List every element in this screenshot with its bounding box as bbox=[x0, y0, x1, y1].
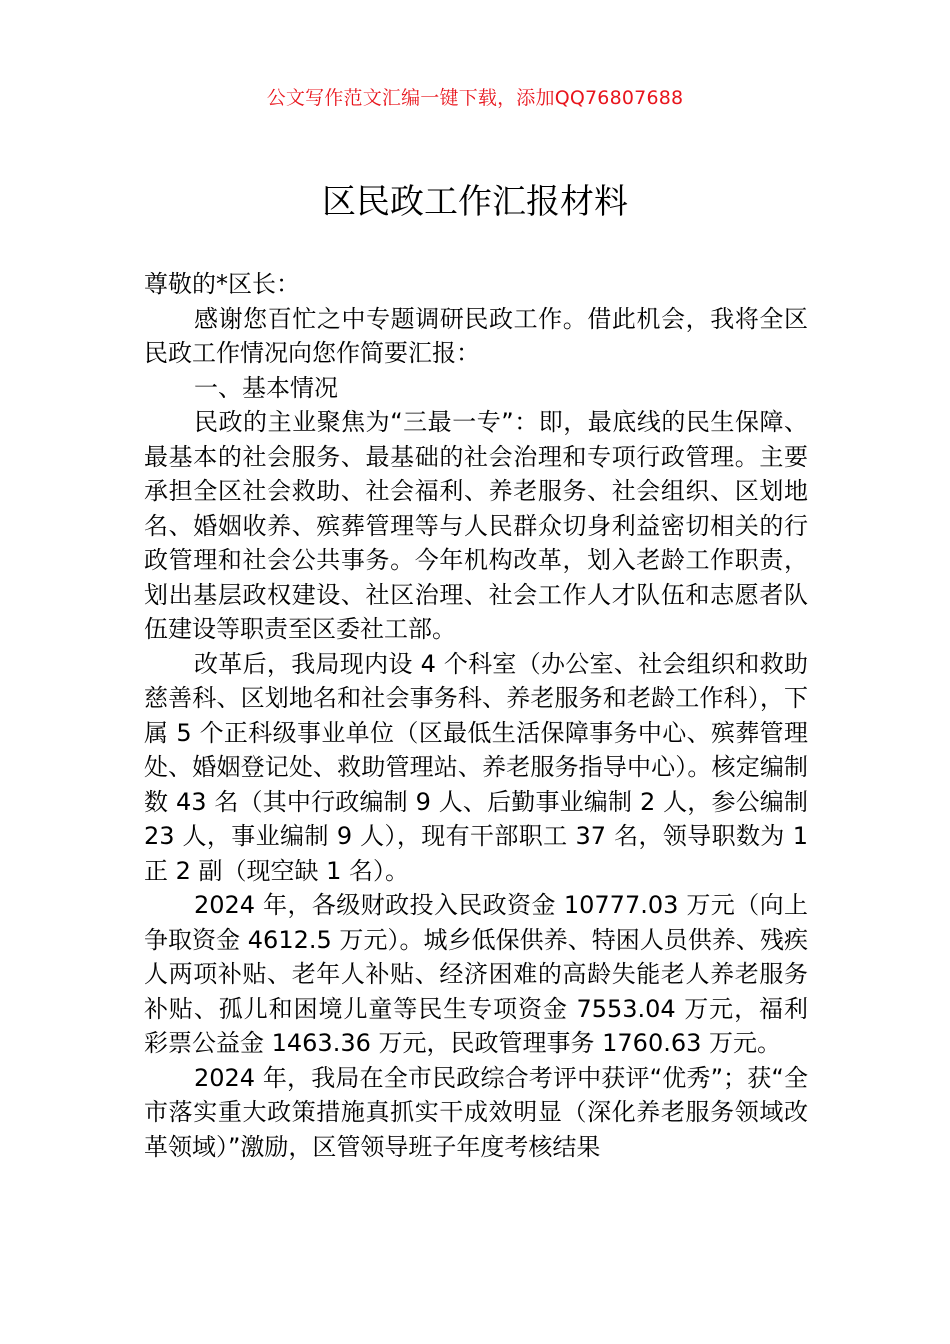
document-body bbox=[144, 267, 808, 1164]
paragraph-achievements: 2024 年，我局在全市民政综合考评中获评“优秀”；获“全市落实重大政策措施真抓实干成效明显（深化养老服务领域改革领域）”激励，区管领导班子年度考核结果 bbox=[144, 1063, 808, 1161]
paragraph-organization: 改革后，我局现内设 4 个科室（办公室、社会组织和救助慈善科、区划地名和社会事务科、养老服务和老龄工作科），下属 5 个正科级事业单位（区最低生活保障事务中心、殡葬管理处、婚姻登记处、救助管理站、养老服务指导中心）。核定编制数 43 名（其中行政编制 9 人、后勤事业编制 2 人，参公编制 23 人，事业编制 9 人），现有干部职工 37 名，领导职数为 1 正 2 副（现空缺 1 名）。 bbox=[144, 649, 808, 885]
paragraph-funding: 2024 年，各级财政投入民政资金 10777.03 万元（向上争取资金 4612.5 万元）。城乡低保供养、特困人员供养、残疾人两项补贴、老年人补贴、经济困难的高龄失能老人养老服务补贴、孤儿和困境儿童等民生专项资金 7553.04 万元，福利彩票公益金 1463.36 万元，民政管理事务 1760.63 万元。 bbox=[144, 891, 808, 1057]
paragraph-main-duties: 民政的主业聚焦为“三最一专”：即，最底线的民生保障、最基本的社会服务、最基础的社会治理和专项行政管理。主要承担全区社会救助、社会福利、养老服务、社会组织、区划地名、婚姻收养、殡葬管理等与人民群众切身利益密切相关的行政管理和社会公共事务。今年机构改革，划入老龄工作职责，划出基层政权建设、社区治理、社会工作人才队伍和志愿者队伍建设等职责至区委社工部。 bbox=[144, 408, 808, 643]
paragraph-intro: 感谢您百忙之中专题调研民政工作。借此机会，我将全区民政工作情况向您作简要汇报： bbox=[144, 304, 808, 367]
header-note: 公文写作范文汇编一键下载，添加QQ76807688 bbox=[266, 87, 684, 109]
section-heading-basic-situation: 一、基本情况 bbox=[194, 373, 338, 402]
document-title: 区民政工作汇报材料 bbox=[322, 182, 628, 222]
salutation: 尊敬的*区长： bbox=[144, 270, 300, 298]
